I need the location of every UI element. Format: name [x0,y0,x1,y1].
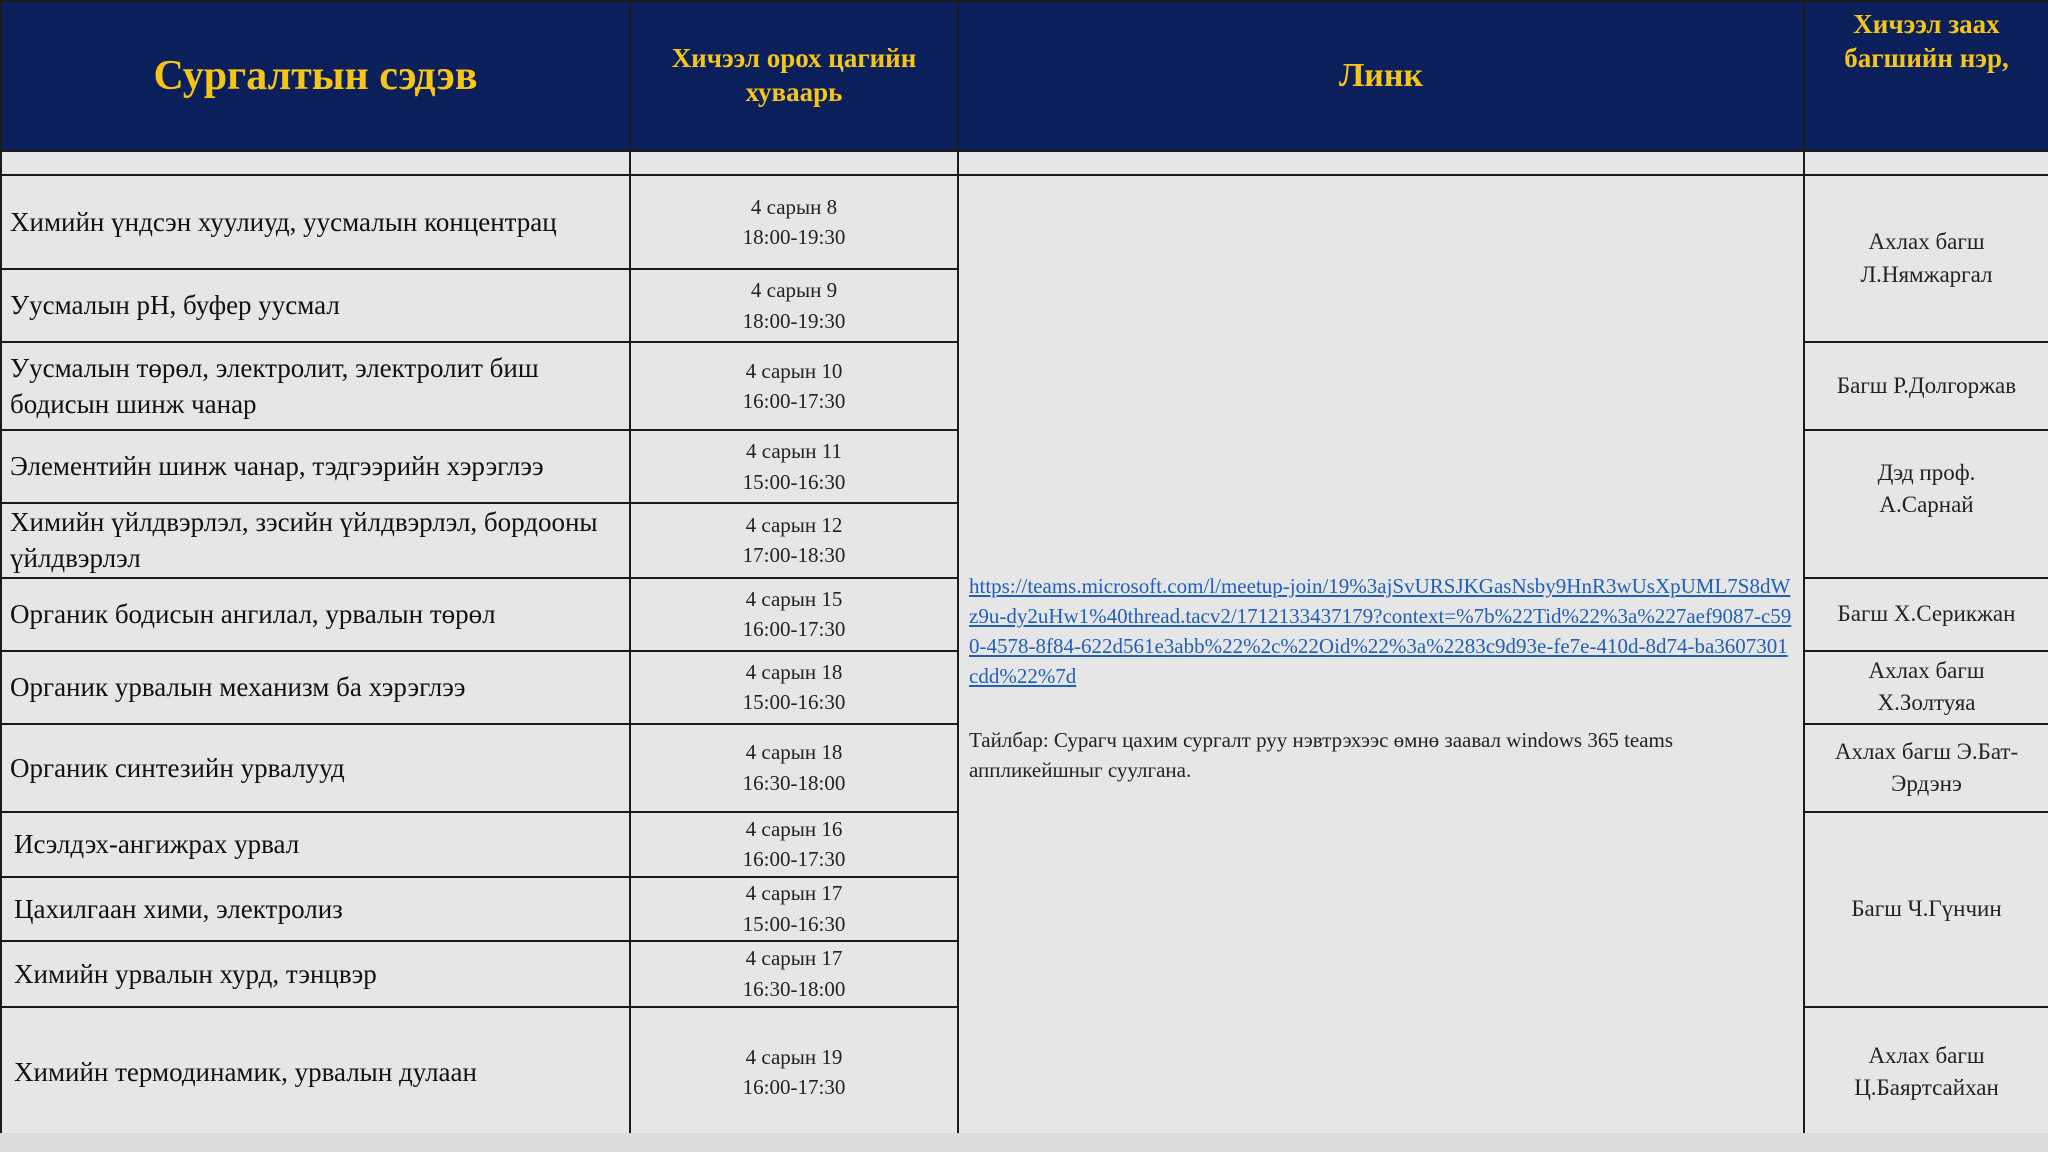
time-text: 16:00-17:30 [742,389,846,413]
time-text: 15:00-16:30 [742,690,846,715]
header-schedule: Хичээл орох цагийн хуваарь [630,1,958,151]
date-text: 4 сарын 8 [750,194,838,219]
date-text: 4 сарын 11 [746,439,842,464]
topic-cell: Цахилгаан хими, электролиз [1,877,630,941]
teacher-cell: Дэд проф. А.Сарнай [1804,430,2048,578]
time-text: 18:00-19:30 [742,225,846,249]
schedule-cell [630,941,958,1007]
time-text: 16:00-17:30 [742,617,846,642]
date-text: 4 сарын 10 [745,358,843,383]
schedule-cell [630,269,958,342]
topic-cell: Исэлдэх-ангижрах урвал [1,812,630,877]
schedule-cell [630,175,958,269]
topic-cell: Химийн урвалын хурд, тэнцвэр [1,941,630,1007]
topic-cell: Уусмалын pH, буфер уусмал [1,269,630,342]
table-row [1,175,2048,269]
schedule-cell [630,430,958,503]
time-text: 16:00-17:30 [742,847,846,872]
date-text: 4 сарын 15 [745,586,843,611]
schedule-cell [630,503,958,578]
topic-cell: Органик синтезийн урвалууд [1,724,630,812]
teacher-cell: Багш Ч.Гүнчин [1804,812,2048,1007]
teacher-cell: Ахлах багш Л.Нямжаргал [1804,175,2048,342]
teacher-cell: Багш Р.Долгоржав [1804,342,2048,430]
topic-cell: Органик бодисын ангилал, урвалын төрөл [1,578,630,651]
time-text: 16:00-17:30 [742,1075,846,1100]
date-text: 4 сарын 19 [745,1044,843,1069]
teacher-cell: Ахлах багш Х.Золтуяа [1804,651,2048,724]
schedule-cell [630,724,958,812]
topic-cell: Химийн термодинамик, урвалын дулаан [1,1007,630,1138]
schedule-cell [630,812,958,877]
date-text: 4 сарын 17 [745,946,843,971]
time-text: 16:30-18:00 [742,770,846,795]
header-link: Линк [958,1,1804,151]
schedule-cell [630,1007,958,1138]
time-text: 17:00-18:30 [742,543,846,568]
topic-cell: Химийн үйлдвэрлэл, зэсийн үйлдвэрлэл, бордооны үйлдвэрлэл [1,503,630,578]
topic-cell: Органик урвалын механизм ба хэрэглээ [1,651,630,724]
schedule-cell [630,877,958,941]
teacher-cell: Ахлах багш Э.Бат- Эрдэнэ [1804,724,2048,812]
date-text: 4 сарын 18 [745,659,843,684]
teams-meeting-link[interactable]: https://teams.microsoft.com/l/meetup-join/19%3ajSvURSJKGasNsby9HnR3wUsXpUML7S8dWz9u-dy2uHw1%40thread.tacv2/1712133437179?context=%7b%22Tid%22%3a%227aef9087-c590-4578-8f84-622d561e3abb%22%2c%22Oid%22%3a%2283c9d93e-fe7e-410d-8d74-ba3607301cdd%22%7d [969,574,1792,688]
time-text: 15:00-16:30 [742,469,846,494]
header-row [1,1,2048,151]
date-text: 4 сарын 12 [745,513,843,537]
time-text: 16:30-18:00 [742,976,846,1001]
bottom-band [0,1133,2048,1152]
teacher-cell: Багш Х.Серикжан [1804,578,2048,651]
schedule-cell [630,651,958,724]
time-text: 18:00-19:30 [742,308,846,333]
schedule-cell [630,578,958,651]
teacher-cell: Ахлах багш Ц.Баяртсайхан [1804,1007,2048,1138]
header-topic: Сургалтын сэдэв [1,1,630,151]
date-text: 4 сарын 17 [745,881,843,906]
date-text: 4 сарын 16 [745,816,843,841]
header-teacher: Хичээл заах багшийн нэр, [1804,1,2048,151]
install-note: Тайлбар: Сурагч цахим сургалт руу нэвтрэхээс өмнө заавал windows 365 teams аппликейшныг суулгана. [969,728,1674,782]
date-text: 4 сарын 9 [750,278,838,303]
spacer-row [1,151,2048,175]
date-text: 4 сарын 18 [745,740,843,765]
schedule-cell [630,342,958,430]
topic-cell: Уусмалын төрөл, электролит, электролит биш бодисын шинж чанар [1,342,630,430]
time-text: 15:00-16:30 [742,911,846,936]
link-cell [958,175,1804,1138]
topic-cell: Химийн үндсэн хуулиуд, уусмалын концентрац [1,175,630,269]
topic-cell: Элементийн шинж чанар, тэдгээрийн хэрэглээ [1,430,630,503]
